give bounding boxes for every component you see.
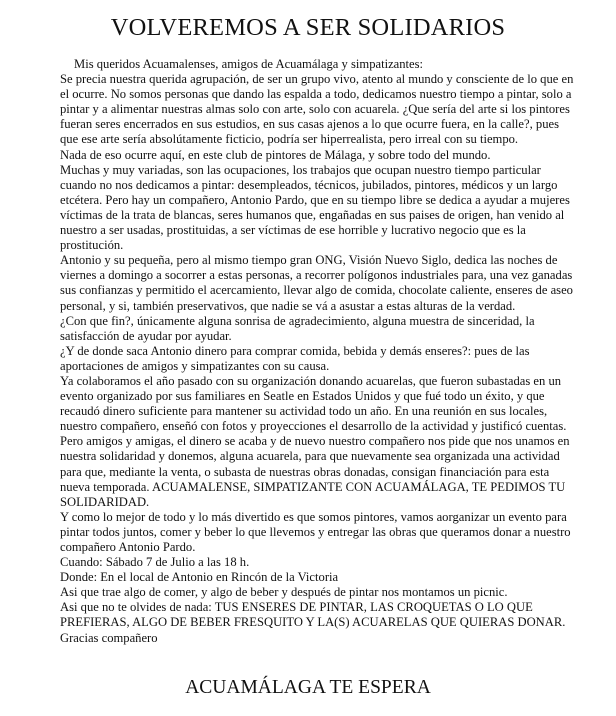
greeting: Mis queridos Acuamalenses, amigos de Acuamálaga y simpatizantes: bbox=[74, 57, 424, 71]
paragraph-last-year: Ya colaboramos el año pasado con su organización donando acuarelas, que fueron subastadas en un evento organizado por sus familiares en Seatle en Estados Unidos y que fué todo un éxito, y que recaudó dinero suficiente para mantener su actividad todo un año. En una reunión en sus locales, nuestro compañero, enseñó con fotos y proyecciones el desarrollo de la actividad y justificó cuentas. bbox=[60, 373, 567, 434]
paragraph-purpose: ¿Con que fin?, únicamente alguna sonrisa de agradecimiento, alguna muestra de sinceridad, la satisfacción de ayudar por ayudar. bbox=[60, 313, 535, 343]
paragraph-intro: Se precia nuestra querida agrupación, de ser un grupo vivo, atento al mundo y consciente de lo que en el ocurre. No somos personas que dando las espalda a todo, dedicamos nuestro tiempo a pintar, solo a pintar y a alimentar nuestras almas solo con arte, solo con acuarela. ¿Que sería del arte si los pintores fueran seres encerrados en sus estudios, en sus casas ajenos a lo que ocurre fuera, en la calle?, pues que ese arte sería absolútamente ficticio, podría ser hiperrealista, pero irreal con su tiempo. bbox=[60, 72, 574, 147]
document-title: VOLVEREMOS A SER SOLIDARIOS bbox=[110, 14, 506, 41]
document-body bbox=[60, 57, 575, 646]
paragraph-event: Y como lo mejor de todo y lo más divertido es que somos pintores, vamos aorganizar un evento para pintar todos juntos, comer y beber lo que llevemos y entregar las obras que queramos donar a nuestro compañero Antonio Pardo. bbox=[60, 509, 571, 554]
paragraph-club: Nada de eso ocurre aquí, en este club de pintores de Málaga, y sobre todo del mundo. bbox=[60, 147, 491, 162]
closing-thanks: Gracias compañero bbox=[60, 630, 158, 645]
paragraph-occupations: Muchas y muy variadas, son las ocupaciones, los trabajos que ocupan nuestro tiempo particular cuando no nos dedicamos a pintar: desempleados, técnicos, jubilados, pintores, médicos y un largo etcétera. Pero hay un compañero, Antonio Pardo, que en su tiempo libre se dedica a ayudar a mujeres víctimas de la trata de blancas, seres humanos que, engañadas en sus paises de origen, han venido al nuestro a ser usadas, prostituidas, a ser víctimas de ese horrible y lucrativo negocio que es la prostitución. bbox=[60, 162, 570, 253]
paragraph-picnic: Asi que trae algo de comer, y algo de beber y después de pintar nos montamos un picnic. bbox=[60, 585, 508, 600]
event-where: Donde: En el local de Antonio en Rincón de la Victoria bbox=[60, 570, 339, 585]
event-when: Cuando: Sábado 7 de Julio a las 18 h. bbox=[60, 555, 250, 570]
paragraph-request: Pero amigos y amigas, el dinero se acaba y de nuevo nuestro compañero nos pide que nos unamos en nuestra solidaridad y donemos, alguna acuarela, para que nuevamente sea organizada una actividad para que, mediante la venta, o subasta de nuestras obras donadas, consigan financiación para esta nueva temporada. ACUAMALENSE, SIMPATIZANTE CON ACUAMÁLAGA, TE PEDIMOS TU SOLIDARIDAD. bbox=[60, 434, 570, 509]
paragraph-checklist: Asi que no te olvides de nada: TUS ENSERES DE PINTAR, LAS CROQUETAS O LO QUE PREFIERAS, ALGO DE BEBER FRESQUITO Y LA(S) ACUARELAS QUE QUIERAS DONAR. bbox=[60, 600, 566, 630]
paragraph-ong: Antonio y su pequeña, pero al mismo tiempo gran ONG, Visión Nuevo Siglo, dedica las noches de viernes a domingo a socorrer a estas personas, a recorrer polígonos industriales para, una vez ganadas sus confianzas y permitido el acercamiento, llevar algo de comida, chocolate caliente, enseres de aseo personal, y si, también preservativos, que nadie se vá a asustar a estas alturas de la verdad. bbox=[60, 253, 573, 313]
footer-slogan: ACUAMÁLAGA TE ESPERA bbox=[185, 677, 431, 698]
paragraph-funding: ¿Y de donde saca Antonio dinero para comprar comida, bebida y demás enseres?: pues de las aportaciones de amigos y simpatizantes con su causa. bbox=[60, 343, 530, 373]
